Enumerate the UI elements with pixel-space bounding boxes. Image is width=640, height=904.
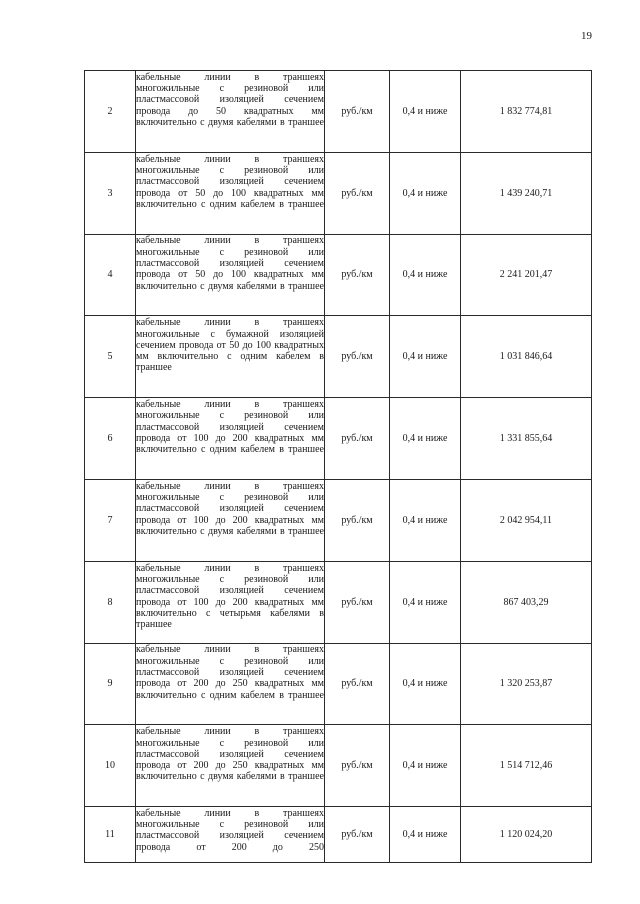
row-description: кабельные линии в траншеях многожильные с резиновой или пластмассовой изоляцией сечением провода от 100 до 200 квадратных мм включительно с четырьмя кабелями в траншее [136, 561, 325, 643]
page-number: 19 [581, 30, 592, 42]
row-description: кабельные линии в траншеях многожильные с резиновой или пластмассовой изоляцией сечением провода от 100 до 200 квадратных мм включительно с двумя кабелями в траншее [136, 479, 325, 561]
row-unit: руб./км [325, 643, 390, 725]
tariff-table [84, 70, 592, 863]
row-number: 3 [85, 152, 136, 234]
row-voltage: 0,4 и ниже [390, 398, 461, 480]
row-voltage: 0,4 и ниже [390, 643, 461, 725]
row-price: 1 320 253,87 [461, 643, 592, 725]
row-price: 1 120 024,20 [461, 807, 592, 863]
row-description: кабельные линии в траншеях многожильные с резиновой или пластмассовой изоляцией сечением провода от 200 до 250 [136, 807, 325, 863]
table-row [85, 807, 592, 863]
row-price: 1 031 846,64 [461, 316, 592, 398]
row-unit: руб./км [325, 561, 390, 643]
table-row [85, 643, 592, 725]
row-voltage: 0,4 и ниже [390, 561, 461, 643]
row-description: кабельные линии в траншеях многожильные с резиновой или пластмассовой изоляцией сечением провода до 50 квадратных мм включительно с двумя кабелями в траншее [136, 71, 325, 153]
row-number: 5 [85, 316, 136, 398]
row-number: 9 [85, 643, 136, 725]
row-voltage: 0,4 и ниже [390, 807, 461, 863]
row-description: кабельные линии в траншеях многожильные с резиновой или пластмассовой изоляцией сечением провода от 50 до 100 квадратных мм включительно с двумя кабелями в траншее [136, 234, 325, 316]
table-row [85, 398, 592, 480]
row-unit: руб./км [325, 725, 390, 807]
row-description: кабельные линии в траншеях многожильные с резиновой или пластмассовой изоляцией сечением провода от 50 до 100 квадратных мм включительно с одним кабелем в траншее [136, 152, 325, 234]
table-row [85, 316, 592, 398]
row-price: 867 403,29 [461, 561, 592, 643]
row-unit: руб./км [325, 807, 390, 863]
row-price: 2 042 954,11 [461, 479, 592, 561]
row-description: кабельные линии в траншеях многожильные с бумажной изоляцией сечением провода от 50 до 100 квадратных мм включительно с одним кабелем в траншее [136, 316, 325, 398]
row-price: 1 832 774,81 [461, 71, 592, 153]
row-price: 1 331 855,64 [461, 398, 592, 480]
table-row [85, 725, 592, 807]
row-unit: руб./км [325, 152, 390, 234]
row-number: 11 [85, 807, 136, 863]
row-number: 8 [85, 561, 136, 643]
row-unit: руб./км [325, 398, 390, 480]
row-unit: руб./км [325, 479, 390, 561]
row-number: 10 [85, 725, 136, 807]
row-voltage: 0,4 и ниже [390, 71, 461, 153]
row-voltage: 0,4 и ниже [390, 152, 461, 234]
table-row [85, 152, 592, 234]
row-voltage: 0,4 и ниже [390, 479, 461, 561]
row-unit: руб./км [325, 316, 390, 398]
row-number: 7 [85, 479, 136, 561]
row-description: кабельные линии в траншеях многожильные с резиновой или пластмассовой изоляцией сечением провода от 100 до 200 квадратных мм включительно с одним кабелем в траншее [136, 398, 325, 480]
row-number: 6 [85, 398, 136, 480]
row-description: кабельные линии в траншеях многожильные с резиновой или пластмассовой изоляцией сечением провода от 200 до 250 квадратных мм включительно с двумя кабелями в траншее [136, 725, 325, 807]
row-price: 1 439 240,71 [461, 152, 592, 234]
table-row [85, 71, 592, 153]
row-unit: руб./км [325, 234, 390, 316]
row-voltage: 0,4 и ниже [390, 316, 461, 398]
row-price: 1 514 712,46 [461, 725, 592, 807]
row-unit: руб./км [325, 71, 390, 153]
row-voltage: 0,4 и ниже [390, 234, 461, 316]
row-description: кабельные линии в траншеях многожильные с резиновой или пластмассовой изоляцией сечением провода от 200 до 250 квадратных мм включительно с одним кабелем в траншее [136, 643, 325, 725]
row-price: 2 241 201,47 [461, 234, 592, 316]
row-number: 4 [85, 234, 136, 316]
table-row [85, 479, 592, 561]
row-voltage: 0,4 и ниже [390, 725, 461, 807]
table-row [85, 561, 592, 643]
row-number: 2 [85, 71, 136, 153]
table-row [85, 234, 592, 316]
